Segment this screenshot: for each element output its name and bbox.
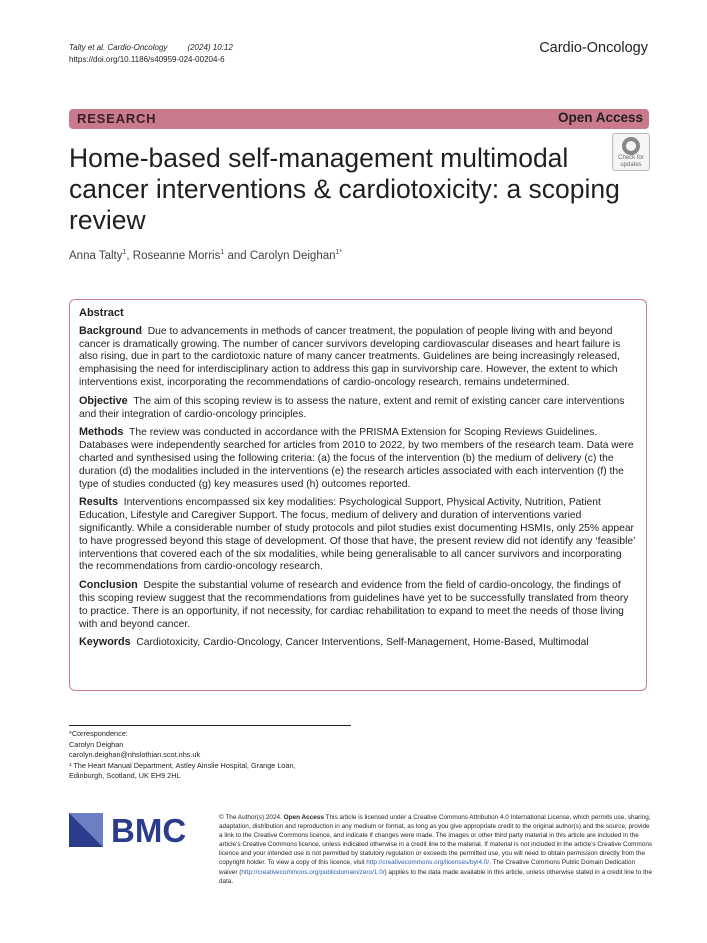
- bmc-logo-text: BMC: [111, 813, 187, 847]
- year-volume: (2024) 10:12: [187, 43, 233, 52]
- author-affiliation-mark: 1: [122, 249, 127, 256]
- abstract-section-results: Results Interventions encompassed six key modalities: Psychological Support, Physical Activity, Nutrition, Patient Education, Lifestyle and Caregiver Support. The focus, medium of delivery and duration of interventions varied significantly. While a considerable number of study protocols and pilot studies exist documenting HSMIs, only 25% appear to have progressed beyond this stage of development. Of those that have, the present review did not identify any ‘feasible’ interventions that covered each of the six modalities, while being generalisable to all cancer survivors and incorporating the recommendations from cardio-oncology research.: [79, 496, 635, 573]
- doi-link[interactable]: https://doi.org/10.1186/s40959-024-00204-6: [69, 55, 225, 64]
- abstract-section-background: Background Due to advancements in methods of cancer treatment, the population of people living with and beyond cancer is dramatically growing. The number of cancer survivors developing cardiovascular diseases and heart failure is also rising, due in part to the cardiotoxic nature of many cancer treatments. Guidelines are being increasingly released, emphasising the need for interdisciplinary action to address this gap in survivorship care. However, the extent to which interventions exist, incorporating the recommendations of cardio-oncology research, remains undetermined.: [79, 324, 621, 388]
- abstract-section-keywords: Keywords Cardiotoxicity, Cardio-Oncology, Cancer Interventions, Self-Management, Home-Based, Multimodal: [79, 636, 589, 649]
- author-name: Carolyn Deighan: [249, 249, 336, 262]
- abstract-heading: Abstract: [79, 307, 124, 319]
- abstract-section-methods: Methods The review was conducted in accordance with the PRISMA Extension for Scoping Reviews Guidelines. Databases were independently searched for articles from 2010 to 2022, by two members of the research team. Data were charted and synthesised using the following criteria: (a) the focus of the intervention (b) the medium of delivery (c) the duration (d) the modalities included in the interventions (e) the research articles associated with each intervention (f) the type of studies conducted (g) key measures used (h) outcomes reported.: [79, 426, 634, 490]
- bmc-logo: [69, 813, 211, 847]
- author-name: Roseanne Morris: [132, 249, 221, 262]
- article-title: Home-based self-management multimodal cancer interventions & cardiotoxicity: a scoping review: [69, 143, 620, 235]
- running-header: [69, 42, 233, 66]
- license-statement: © The Author(s) 2024. Open Access This article is licensed under a Creative Commons Attribution 4.0 International License, which permits use, sharing, adaptation, distribution and reproduction in any medium or format, as long as you give appropriate credit to the original author(s) and the source, provide a link to the Creative Commons licence, and indicate if changes were made. The images or other third party material in this article are included in the article’s Creative Commons licence, unless indicated otherwise in a credit line to the material. If material is not included in the article’s Creative Commons licence and your intended use is not permitted by statutory regulation or exceeds the permitted use, you will need to obtain permission directly from the copyright holder. To view a copy of this licence, visit http://creativecommons.org/licenses/by/4.0/. The Creative Commons Public Domain Dedication waiver (http://creativecommons.org/publicdomain/zero/1.0/) applies to the data made available in this article, unless otherwise stated in a credit line to the data.: [219, 814, 653, 885]
- correspondence-block: [69, 729, 296, 782]
- public-domain-link[interactable]: http://creativecommons.org/publicdomain/zero/1.0/: [241, 868, 385, 876]
- open-access-inline: Open Access: [283, 814, 324, 821]
- author-affiliation-mark: 1: [220, 249, 225, 256]
- article-type-banner: [69, 109, 649, 129]
- author-name: Anna Talty: [69, 249, 123, 262]
- author-affiliation-mark: 1*: [335, 249, 343, 256]
- abstract-section-conclusion: Conclusion Despite the substantial volume of research and evidence from the field of cardio-oncology, the findings of this scoping review suggest that the recommendations from guidelines have yet to be successfully translated from theory to practice. There is an opportunity, if not necessity, for cardiac rehabilitation to expand to meet the needs of those living with and beyond cancer.: [79, 579, 629, 630]
- footnote-divider: [69, 725, 351, 726]
- abstract-section-objective: Objective The aim of this scoping review is to assess the nature, extent and remit of existing cancer care interventions and their integration of cardio-oncology principles.: [79, 394, 625, 420]
- correspondence-email[interactable]: carolyn.deighan@nhslothian.scot.nhs.uk: [69, 750, 201, 760]
- abstract-box: [69, 299, 647, 691]
- open-access-label: Open Access: [557, 110, 643, 125]
- affiliation-line: Edinburgh, Scotland, UK EH9 2HL: [69, 771, 181, 781]
- article-type-label: RESEARCH: [77, 111, 157, 126]
- journal-name: Cardio-Oncology: [539, 40, 648, 56]
- author-list: Anna Talty$^1$, Roseanne Morris$^1$ and Carolyn Deighan$^{1*}$: [69, 249, 343, 262]
- correspondence-name: Carolyn Deighan: [69, 739, 124, 749]
- correspondence-label: *Correspondence:: [69, 729, 128, 738]
- citation: Talty et al. Cardio-Oncology: [69, 43, 168, 52]
- check-for-updates-text: Check for updates: [618, 155, 644, 168]
- affiliation-line: ¹ The Heart Manual Department, Astley Ainslie Hospital, Grange Loan,: [69, 760, 296, 770]
- license-link[interactable]: http://creativecommons.org/licenses/by/4.0/: [366, 859, 490, 867]
